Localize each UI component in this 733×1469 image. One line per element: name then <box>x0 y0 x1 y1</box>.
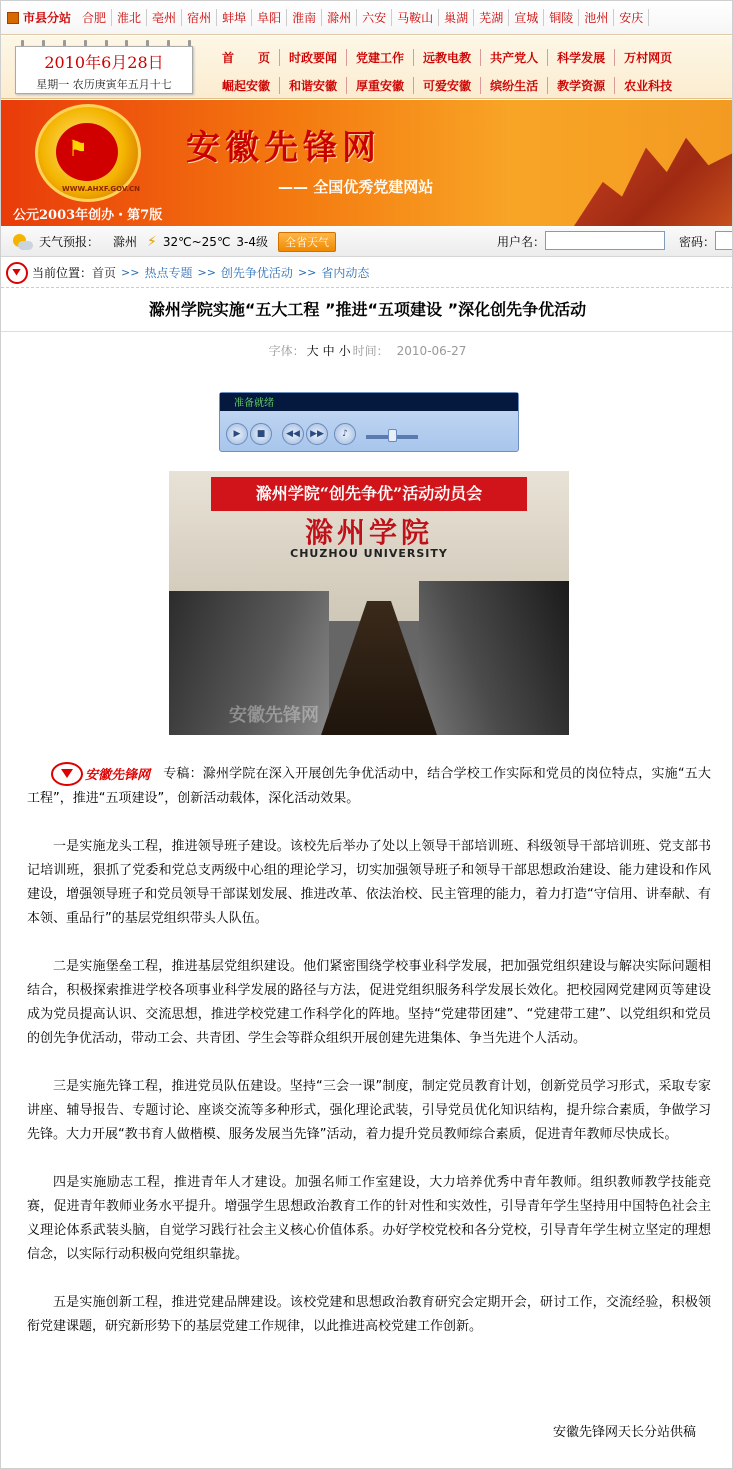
weather-label: 天气预报： <box>39 235 100 249</box>
article-paragraph: 五是实施创新工程，推进党建品牌建设。该校党建和思想政治教育研究会定期开会，研讨工作，交流经验，积极领衔党建课题，研究新形势下的基层党建工作规律，以此推进高校党建工作创新。 <box>27 1295 711 1334</box>
emblem-url: WWW.AHXF.GOV.CN <box>62 185 141 193</box>
square-bullet-icon <box>7 12 19 24</box>
site-title: 安徽先锋网 <box>186 128 381 168</box>
breadcrumb-separator: >> <box>197 266 216 279</box>
city-link[interactable]: 池州 <box>579 9 614 26</box>
previous-button[interactable]: ◀◀ <box>282 423 304 445</box>
city-link[interactable]: 合肥 <box>77 9 112 26</box>
weather-temp: 32℃~25℃ <box>162 234 231 249</box>
article-paragraph: 二是实施堡垒工程，推进基层党组织建设。他们紧密围绕学校事业科学发展，把加强党组织建设与解决实际问题相结合，积极探索推进学校各项事业科学发展的路径与方法，促进党组织服务科学发展长效化。把校园网党建网页等建设成为党员提高认识、交流思想，推进学校党建工作科学化的阵地。坚持“党建带团建”、“党建带工建”、以党组织和党员的创先争优活动，带动工会、共青团、学生会等群众组织开展创建先进集体、争当先进个人活动。 <box>27 959 711 1046</box>
nav-row-2 <box>213 77 681 94</box>
nav-item[interactable]: 万村网页 <box>624 51 673 65</box>
nav-item[interactable]: 共产党人 <box>481 49 548 66</box>
breadcrumb-label: 当前位置： <box>32 266 93 280</box>
weekday-lunar: 星期一 农历庚寅年五月十七 <box>36 78 172 91</box>
city-link[interactable]: 淮南 <box>287 9 322 26</box>
breadcrumb-item-campaign[interactable]: 创先争优活动 <box>220 266 293 280</box>
nav-item[interactable]: 党建工作 <box>347 49 414 66</box>
city-link[interactable]: 蚌埠 <box>217 9 252 26</box>
city-link[interactable]: 亳州 <box>147 9 182 26</box>
thunder-icon: ⚡ <box>147 233 157 250</box>
font-size-large[interactable]: 大 <box>306 344 319 358</box>
media-player <box>219 392 519 452</box>
title-divider <box>1 331 733 332</box>
city-link[interactable]: 宣城 <box>509 9 544 26</box>
weather-city: 滁州 <box>113 235 138 249</box>
username-label: 用户名： <box>497 235 546 249</box>
nav-item[interactable]: 科学发展 <box>548 49 615 66</box>
stop-button[interactable]: ■ <box>250 423 272 445</box>
nav-item[interactable]: 厚重安徽 <box>347 77 414 94</box>
article-title: 滁州学院实施“五大工程 ”推进“五项建设 ”深化创先争优活动 <box>148 300 587 319</box>
mountain-decoration <box>574 128 733 226</box>
city-link[interactable]: 滁州 <box>322 9 357 26</box>
breadcrumb <box>1 258 733 288</box>
next-button[interactable]: ▶▶ <box>306 423 328 445</box>
site-edition: 公元2003年创办・第7版 <box>13 208 163 223</box>
volume-icon[interactable]: ♪ <box>334 423 356 445</box>
city-bar-label-text: 市县分站 <box>23 11 72 25</box>
breadcrumb-item-hot-topics[interactable]: 热点专题 <box>144 266 193 280</box>
article-body <box>27 761 711 1363</box>
photo-school-name-en: CHUZHOU UNIVERSITY <box>290 547 448 560</box>
font-size-small[interactable]: 小 <box>338 344 351 358</box>
nav-item[interactable]: 远教电教 <box>414 49 481 66</box>
nav-item[interactable]: 可爱安徽 <box>414 77 481 94</box>
username-input[interactable] <box>545 231 665 250</box>
weather-login-bar <box>1 227 733 257</box>
city-link[interactable]: 淮北 <box>112 9 147 26</box>
article-signature: 安徽先锋网天长分站供稿 <box>552 1425 696 1440</box>
player-status: 准备就绪 <box>220 393 518 411</box>
city-link[interactable]: 芜湖 <box>474 9 509 26</box>
nav-item[interactable]: 崛起安徽 <box>213 77 280 94</box>
photo-school-name: 滁州学院 <box>304 516 433 549</box>
photo-banner-text: 滁州学院“创先争优”活动动员会 <box>211 477 527 511</box>
site-logo-icon <box>6 262 28 284</box>
site-slogan: —— 全国优秀党建网站 <box>278 178 434 196</box>
site-banner <box>1 100 733 226</box>
article-date: 2010-06-27 <box>396 344 467 358</box>
breadcrumb-item-province-news[interactable]: 省内动态 <box>321 266 370 280</box>
top-nav <box>1 36 733 99</box>
font-size-medium[interactable]: 中 <box>322 344 335 358</box>
article-paragraph: 安徽先锋网 专稿：滁州学院在深入开展创先争优活动中，结合学校工作实际和党员的岗位特点，实施“五大工程”，推进“五项建设”，创新活动载体，深化活动效果。 <box>27 761 711 811</box>
photo-watermark: 安徽先锋网 <box>229 705 319 726</box>
breadcrumb-separator: >> <box>297 266 317 279</box>
volume-slider-handle[interactable] <box>388 429 397 442</box>
article-photo <box>169 471 569 735</box>
party-emblem-icon: ⚑ WWW.AHXF.GOV.CN <box>35 104 141 202</box>
breadcrumb-home[interactable]: 首页 <box>92 266 117 280</box>
nav-item[interactable]: 和谐安徽 <box>280 77 347 94</box>
nav-item[interactable]: 缤纷生活 <box>481 77 548 94</box>
city-bar <box>1 1 733 35</box>
password-input[interactable] <box>715 231 733 250</box>
city-link[interactable]: 阜阳 <box>252 9 287 26</box>
nav-row-1 <box>213 49 681 66</box>
nav-item[interactable]: 教学资源 <box>548 77 615 94</box>
play-button[interactable]: ▶ <box>226 423 248 445</box>
city-link[interactable]: 安庆 <box>614 9 649 26</box>
time-label: 时间： <box>352 344 389 358</box>
city-link[interactable]: 巢湖 <box>439 9 474 26</box>
city-link[interactable]: 六安 <box>357 9 392 26</box>
city-link[interactable]: 宿州 <box>182 9 217 26</box>
date-box <box>15 46 193 94</box>
city-bar-label <box>1 9 71 26</box>
weather-wind: 3-4级 <box>236 235 269 249</box>
article-paragraph: 三是实施先锋工程，推进党员队伍建设。坚持“三会一课”制度，制定党员教育计划，创新党员学习形式，采取专家讲座、辅导报告、专题讨论、座谈交流等多种形式，强化理论武装，引导党员优化知识结构，提升综合素质，争做学习先锋。大力开展“教书育人做楷模、服务发展当先锋”活动，着力提升党员教师综合素质，促进青年教师尽快成长。 <box>27 1079 711 1142</box>
nav-item[interactable]: 农业科技 <box>624 79 673 93</box>
breadcrumb-separator: >> <box>121 266 140 279</box>
province-weather-button[interactable]: 全省天气 <box>278 232 336 252</box>
ahxf-logo-icon: 安徽先锋网 <box>51 761 163 787</box>
city-link[interactable]: 铜陵 <box>544 9 579 26</box>
article-meta <box>1 342 733 359</box>
weather-sun-cloud-icon <box>11 232 33 252</box>
city-link[interactable]: 马鞍山 <box>392 9 439 26</box>
font-size-label: 字体： <box>268 344 305 358</box>
article-paragraph: 四是实施励志工程，推进青年人才建设。加强名师工作室建设，大力培养优秀中青年教师。组织教师教学技能竞赛，促进青年教师业务水平提升。增强学生思想政治教育工作的针对性和实效性，引导青年学生坚持用中国特色社会主义理论体系武装头脑，自觉学习践行社会主义核心价值体系。办好学校党校和各分党校，引导青年学生树立坚定的理想信念，以实际行动积极向党组织靠拢。 <box>27 1175 711 1262</box>
nav-item[interactable]: 首 页 <box>213 49 280 66</box>
current-date: 2010年6月28日 <box>44 53 164 72</box>
article-paragraph: 一是实施龙头工程，推进领导班子建设。该校先后举办了处以上领导干部培训班、科级领导干部培训班、党支部书记培训班，狠抓了党委和党总支两级中心组的理论学习，切实加强领导班子和领导干部思想政治建设、能力建设和作风建设，增强领导班子和党员领导干部谋划发展、推进改革、依法治校、民主管理的能力，着力打造“守信用、讲奉献、有本领、重品行”的基层党组织带头人队伍。 <box>27 839 711 926</box>
password-label: 密码： <box>679 235 716 249</box>
nav-item[interactable]: 时政要闻 <box>280 49 347 66</box>
